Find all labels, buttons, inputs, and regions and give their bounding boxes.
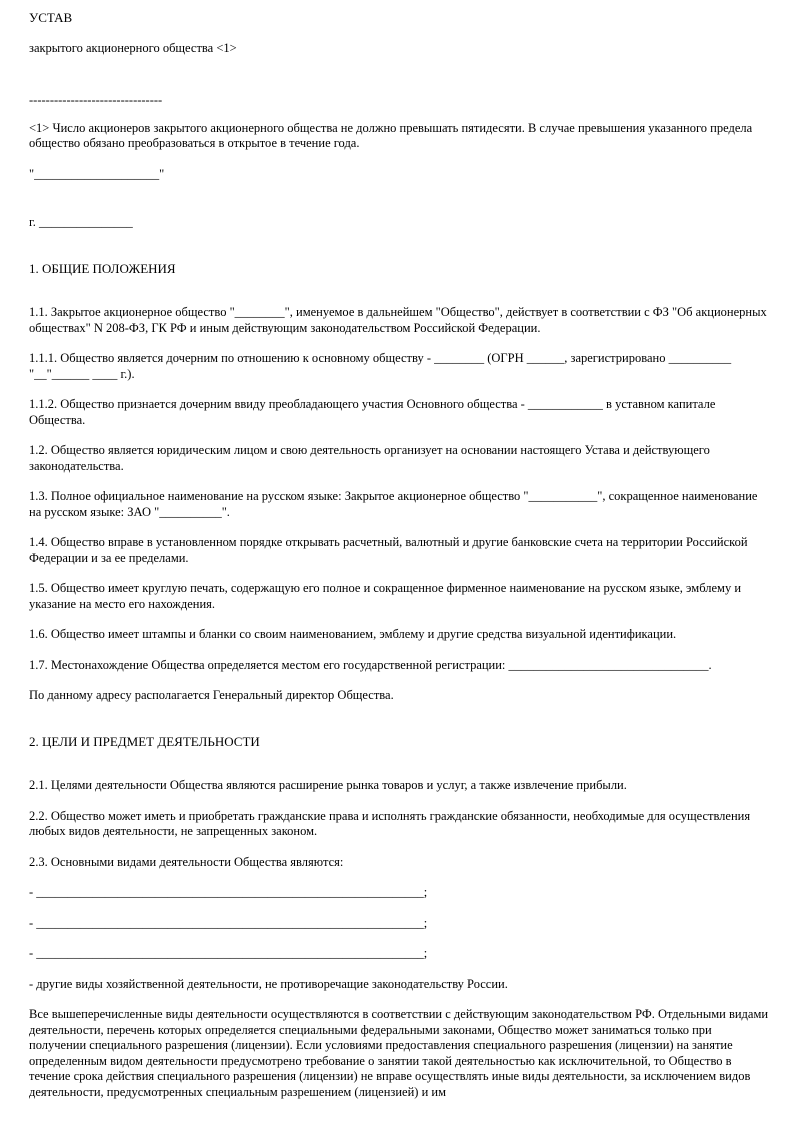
paragraph-1-1-1: 1.1.1. Общество является дочерним по отношению к основному обществу - ________ (ОГРН ______, зарегистрировано __________ "__"______ ____ г.). xyxy=(29,351,735,381)
activity-blank-line: - ______________________________________________________________; xyxy=(29,946,428,960)
paragraph-2-1: 2.1. Целями деятельности Общества являются расширение рынка товаров и услуг, а также извлечение прибыли. xyxy=(29,778,627,792)
closing-paragraph: Все вышеперечисленные виды деятельности осуществляются в соответствии с действующим законодательством РФ. Отдельными видами деятельности, перечень которых определяется специальными федеральными законами, Общество может заниматься только при получении специального разрешения (лицензии). Если условиями предоставления специального разрешения (лицензии) на занятие определенным видом деятельности предусмотрено требование о занятии такой деятельностью как исключительной, то Общество в течение срока действия специального разрешения (лицензии) не вправе осуществлять иные виды деятельности, за исключением видов деятельности, предусмотренных специальным разрешением (лицензией) и им xyxy=(29,1007,772,1099)
section-1-heading: 1. ОБЩИЕ ПОЛОЖЕНИЯ xyxy=(29,260,176,276)
paragraph-1-7: 1.7. Местонахождение Общества определяется местом его государственной регистрации: ________________________________. xyxy=(29,657,712,672)
section-2-heading: 2. ЦЕЛИ И ПРЕДМЕТ ДЕЯТЕЛЬНОСТИ xyxy=(29,733,260,749)
date-line: "____________________" xyxy=(29,166,165,181)
paragraph-address-note: По данному адресу располагается Генеральный директор Общества. xyxy=(29,688,394,702)
activity-blank-line: - ______________________________________________________________; xyxy=(29,885,428,899)
paragraph-1-1-2: 1.1.2. Общество признается дочерним ввиду преобладающего участия Основного общества - ____________ в уставном капитале Общества. xyxy=(29,397,719,427)
footnote-separator: -------------------------------- xyxy=(29,93,163,107)
paragraph-1-5: 1.5. Общество имеет круглую печать, содержащую его полное и сокращенное фирменное наименование на русском языке, эмблему и указание на место его нахождения. xyxy=(29,581,745,611)
activity-blank-line: - ______________________________________________________________; xyxy=(29,915,428,930)
paragraph-1-3: 1.3. Полное официальное наименование на русском языке: Закрытое акционерное общество "___________", сокращенное наименование на русском языке: ЗАО "__________". xyxy=(29,489,761,519)
other-activities-item: - другие виды хозяйственной деятельности, не противоречащие законодательству России. xyxy=(29,976,508,991)
paragraph-2-2: 2.2. Общество может иметь и приобретать гражданские права и исполнять гражданские обязанности, необходимые для осуществления любых видов деятельности, не запрещенных законом. xyxy=(29,808,754,838)
paragraph-1-2: 1.2. Общество является юридическим лицом и свою деятельность организует на основании настоящего Устава и действующего законодательства. xyxy=(29,443,713,473)
document-page xyxy=(29,10,772,1100)
paragraph-1-1: 1.1. Закрытое акционерное общество "________", именуемое в дальнейшем "Общество", действует в соответствии с ФЗ "Об акционерных обществах" N 208-ФЗ, ГК РФ и иным действующим законодательством Российской Федерации. xyxy=(29,305,770,335)
footnote: <1> Число акционеров закрытого акционерного общества не должно превышать пятидесяти. В случае превышения указанного предела общество обязано преобразоваться в открытое в течение года. xyxy=(29,120,756,150)
document-subtitle: закрытого акционерного общества <1> xyxy=(29,40,237,55)
city-line: г. _______________ xyxy=(29,215,133,229)
paragraph-1-4: 1.4. Общество вправе в установленном порядке открывать расчетный, валютный и другие банковские счета на территории Российской Федерации и за ее пределами. xyxy=(29,535,751,565)
paragraph-2-3: 2.3. Основными видами деятельности Общества являются: xyxy=(29,854,344,869)
paragraph-1-6: 1.6. Общество имеет штампы и бланки со своим наименованием, эмблему и другие средства визуальной идентификации. xyxy=(29,627,677,641)
document-title: УСТАВ xyxy=(29,10,73,25)
